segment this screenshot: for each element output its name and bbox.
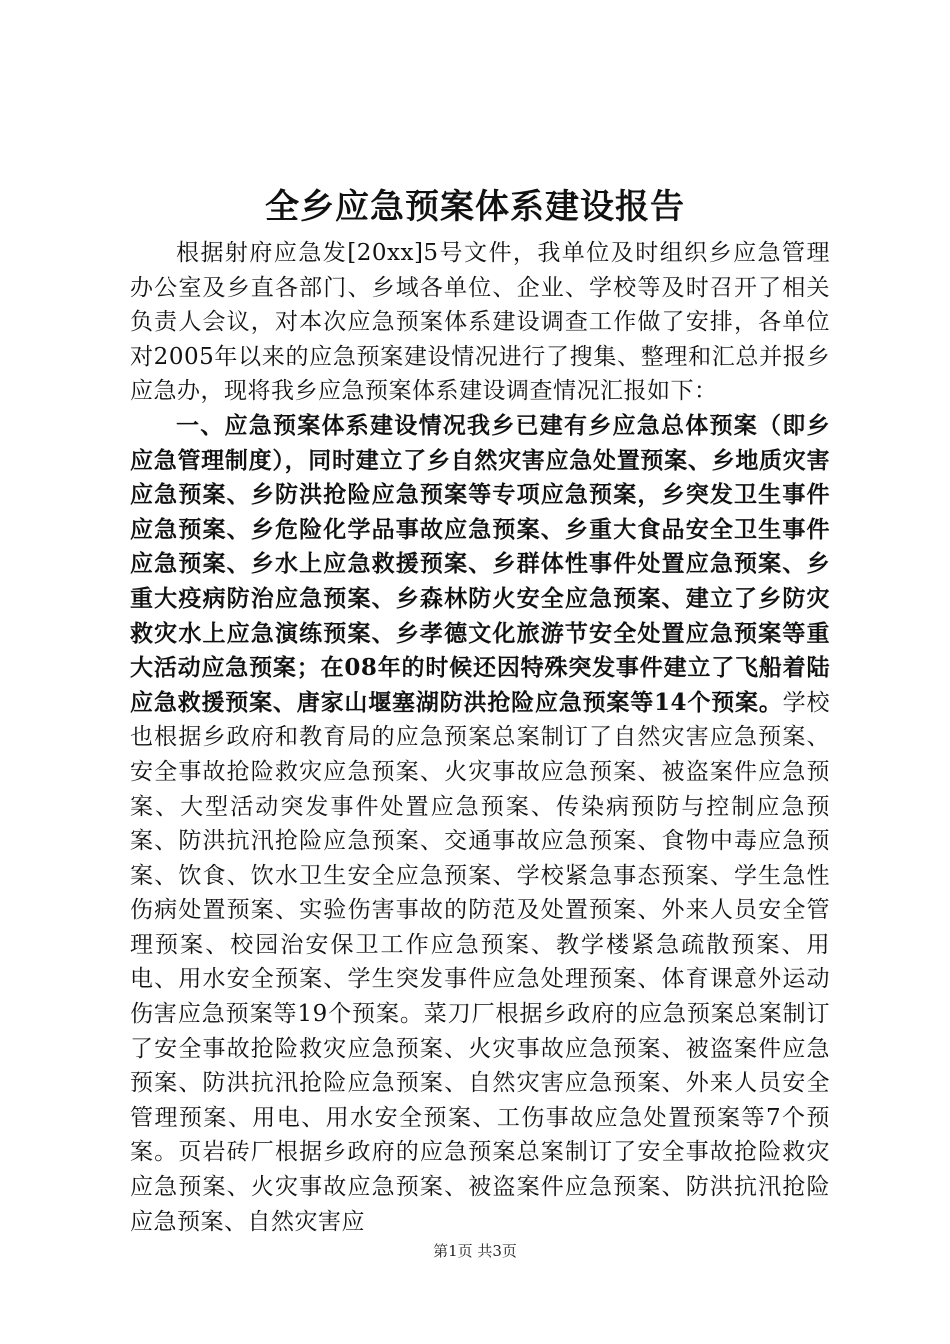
document-title: 全乡应急预案体系建设报告: [265, 187, 685, 227]
page-number: 第1页 共3页: [433, 1242, 517, 1260]
section-paragraph: [130, 409, 830, 1239]
intro-paragraph: 根据射府应急发[20xx]5号文件，我单位及时组织乡应急管理办公室及乡直各部门、乡域各单位、企业、学校等及时召开了相关负责人会议，对本次应急预案体系建设调查工作做了安排，各单位对2005年以来的应急预案建设情况进行了搜集、整理和汇总并报乡应急办，现将我乡应急预案体系建设调查情况汇报如下：: [130, 240, 830, 405]
document-body: [130, 236, 830, 1239]
section-heading-text: 一、应急预案体系建设情况我乡已建有乡应急总体预案（即乡应急管理制度），同时建立了乡自然灾害应急处置预案、乡地质灾害应急预案、乡防洪抢险应急预案等专项应急预案，乡突发卫生事件应急预案、乡危险化学品事故应急预案、乡重大食品安全卫生事件应急预案、乡水上应急救援预案、乡群体性事件处置应急预案、乡重大疫病防治应急预案、乡森林防火安全应急预案、建立了乡防灾救灾水上应急演练预案、乡孝德文化旅游节安全处置应急预案等重大活动应急预案；在08年的时候还因特殊突发事件建立了飞船着陆应急救援预案、唐家山堰塞湖防洪抢险应急预案等14个预案。: [130, 411, 830, 716]
section-body-text: 学校也根据乡政府和教育局的应急预案总案制订了自然灾害应急预案、安全事故抢险救灾应急预案、火灾事故应急预案、被盗案件应急预案、大型活动突发事件处置应急预案、传染病预防与控制应急预案、防洪抗汛抢险应急预案、交通事故应急预案、食物中毒应急预案、饮食、饮水卫生安全应急预案、学校紧急事态预案、学生急性伤病处置预案、实验伤害事故的防范及处置预案、外来人员安全管理预案、校园治安保卫工作应急预案、教学楼紧急疏散预案、用电、用水安全预案、学生突发事件应急处理预案、体育课意外运动伤害应急预案等19个预案。菜刀厂根据乡政府的应急预案总案制订了安全事故抢险救灾应急预案、火灾事故应急预案、被盗案件应急预案、防洪抗汛抢险应急预案、自然灾害应急预案、外来人员安全管理预案、用电、用水安全预案、工伤事故应急处置预案等7个预案。页岩砖厂根据乡政府的应急预案总案制订了安全事故抢险救灾应急预案、火灾事故应急预案、被盗案件应急预案、防洪抗汛抢险应急预案、自然灾害应: [130, 689, 830, 1235]
